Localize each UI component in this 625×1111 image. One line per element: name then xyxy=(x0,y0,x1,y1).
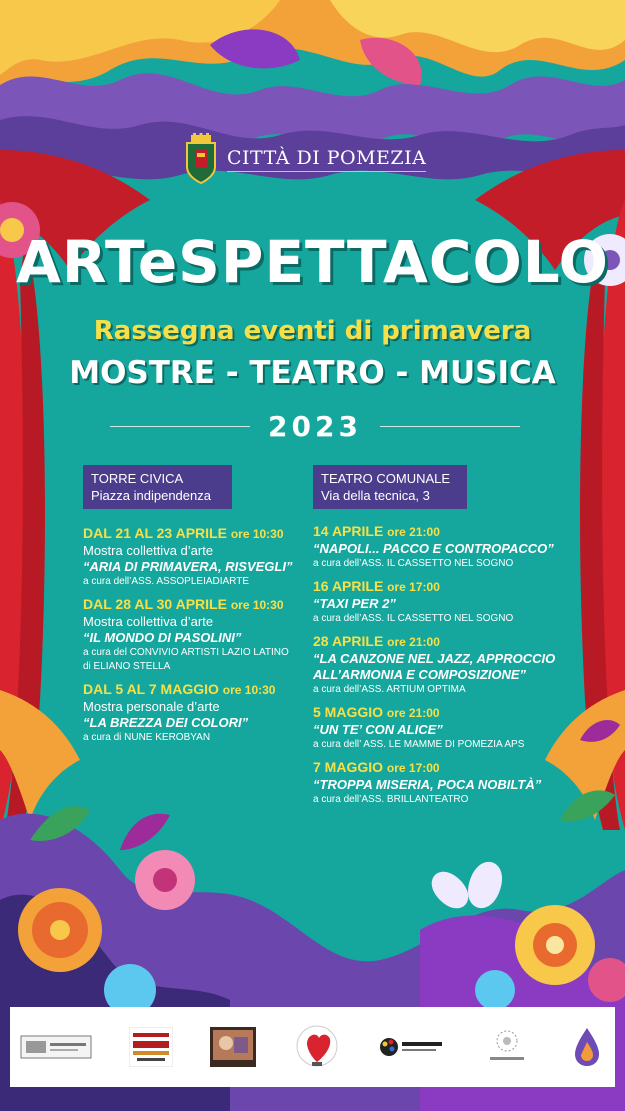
event-item xyxy=(313,758,563,807)
event-time: ore 21:00 xyxy=(387,525,440,539)
event-date: 16 APRILE xyxy=(313,578,384,594)
event-organizer: a cura dell’ASS. IL CASSETTO NEL SOGNO xyxy=(313,558,514,569)
event-item xyxy=(83,680,303,745)
event-name: “TAXI PER 2” xyxy=(313,596,396,611)
event-name: “LA BREZZA DEI COLORI” xyxy=(83,715,249,730)
event-date: DAL 28 AL 30 APRILE xyxy=(83,596,227,612)
venue-box-teatro-comunale xyxy=(313,465,467,509)
left-events xyxy=(83,524,303,751)
event-name-line2: ALL’ARMONIA E COMPOSIZIONE” xyxy=(313,667,527,682)
venue-address: Via della tecnica, 3 xyxy=(321,488,430,503)
event-date: 7 MAGGIO xyxy=(313,759,384,775)
event-item xyxy=(83,595,303,674)
sponsor-logo-cassetto xyxy=(20,1024,92,1070)
venue-address: Piazza indipendenza xyxy=(91,488,211,503)
event-item xyxy=(313,577,563,626)
event-date: 5 MAGGIO xyxy=(313,704,384,720)
divider-left xyxy=(110,426,250,427)
event-time: ore 17:00 xyxy=(386,761,440,775)
sponsor-logo-artium-optima xyxy=(569,1024,605,1070)
sponsor-logo-mamme-pomezia xyxy=(292,1024,342,1070)
event-item xyxy=(83,524,303,589)
event-time: ore 17:00 xyxy=(387,580,440,594)
event-date: 14 APRILE xyxy=(313,523,384,539)
event-organizer-detail: di ELIANO STELLA xyxy=(83,661,171,672)
event-categories: MOSTRE - TEATRO - MUSICA xyxy=(69,355,556,391)
right-events xyxy=(313,522,563,813)
event-time: ore 10:30 xyxy=(230,527,284,541)
sponsor-logo-brezza xyxy=(210,1024,256,1070)
event-organizer: a cura dell’ASS. ARTIUM OPTIMA xyxy=(313,684,466,695)
event-date: 28 APRILE xyxy=(313,633,384,649)
event-organizer: a cura del CONVIVIO ARTISTI LAZIO LATINO xyxy=(83,647,289,658)
event-date: DAL 21 AL 23 APRILE xyxy=(83,525,227,541)
event-time: ore 10:30 xyxy=(222,683,276,697)
event-title: ARTeSPETTACOLO xyxy=(16,228,609,296)
event-name: “LA CANZONE NEL JAZZ, APPROCCIO xyxy=(313,651,556,666)
divider-right xyxy=(380,426,520,427)
event-description: Mostra personale d’arte xyxy=(83,699,220,714)
event-organizer: a cura di NUNE KEROBYAN xyxy=(83,732,211,743)
event-organizer: a cura dell’ ASS. LE MAMME DI POMEZIA APS xyxy=(313,739,525,750)
city-header xyxy=(183,133,426,185)
event-date: DAL 5 AL 7 MAGGIO xyxy=(83,681,219,697)
event-year: 2023 xyxy=(268,410,362,443)
sponsor-logo-strip xyxy=(10,1007,615,1087)
event-name: “ARIA DI PRIMAVERA, RISVEGLI” xyxy=(83,559,293,574)
city-name: CITTÀ DI POMEZIA xyxy=(227,147,426,172)
event-name: “TROPPA MISERIA, POCA NOBILTÀ” xyxy=(313,777,542,792)
event-description: Mostra collettiva d’arte xyxy=(83,543,214,558)
event-time: ore 10:30 xyxy=(230,598,284,612)
event-description: Mostra collettiva d’arte xyxy=(83,614,214,629)
event-time: ore 21:00 xyxy=(386,706,440,720)
event-subtitle: Rassegna eventi di primavera xyxy=(93,316,532,346)
venue-name: TORRE CIVICA xyxy=(91,471,184,486)
event-name: “UN TE’ CON ALICE” xyxy=(313,722,443,737)
event-time: ore 21:00 xyxy=(387,635,440,649)
event-name: “IL MONDO DI PASOLINI” xyxy=(83,630,242,645)
event-organizer: a cura dell’ASS. BRILLANTEATRO xyxy=(313,794,469,805)
event-item xyxy=(313,632,563,697)
sponsor-logo-convivio xyxy=(129,1024,173,1070)
event-item xyxy=(313,522,563,571)
event-organizer: a cura dell’ASS. ASSOPLEIADIARTE xyxy=(83,576,250,587)
event-organizer: a cura dell’ASS. IL CASSETTO NEL SOGNO xyxy=(313,613,514,624)
sponsor-logo-assopleiadiarte xyxy=(379,1024,445,1070)
venue-name: TEATRO COMUNALE xyxy=(321,471,451,486)
venue-box-torre-civica xyxy=(83,465,232,509)
year-row xyxy=(110,410,520,443)
city-crest-icon xyxy=(183,133,219,185)
event-item xyxy=(313,703,563,752)
sponsor-logo-nune-kerobyan xyxy=(482,1024,532,1070)
event-name: “NAPOLI... PACCO E CONTROPACCO” xyxy=(313,541,554,556)
